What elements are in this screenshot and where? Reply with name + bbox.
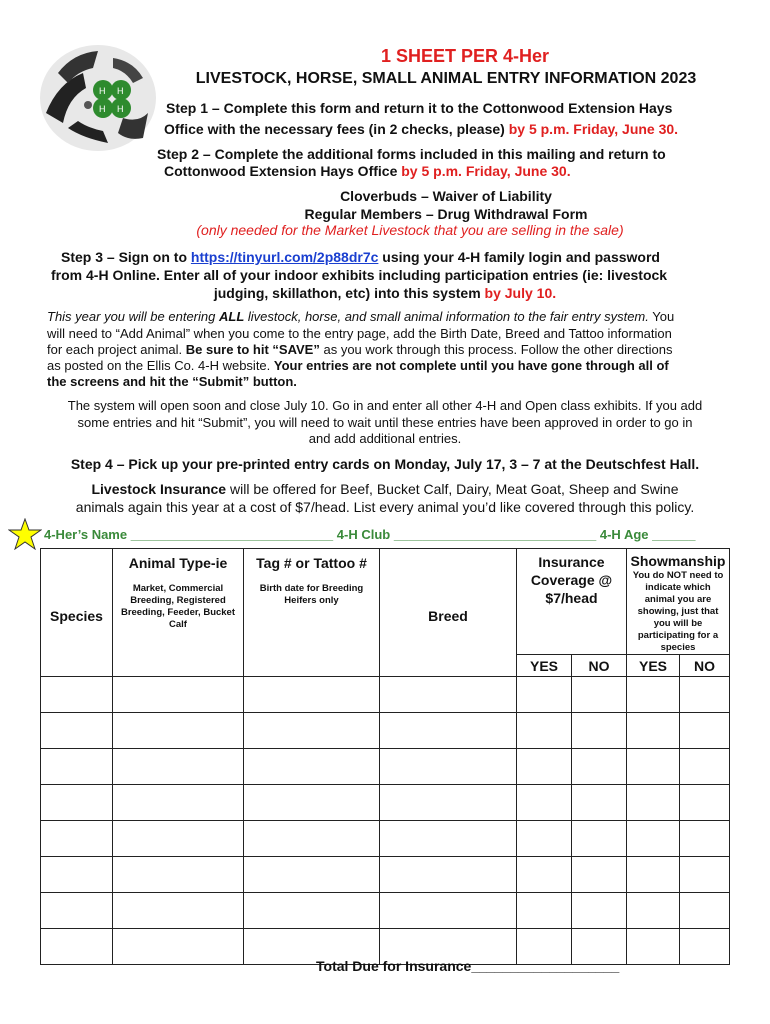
table-row[interactable]	[41, 821, 730, 857]
step3-line1: Step 3 – Sign on to https://tinyurl.com/2p88dr7c using your 4-H family login and password	[61, 249, 660, 265]
para2-line2: some entries and hit “Submit”, you will need to wait until these entries have been approved in order to go in	[77, 415, 693, 430]
para1-line4: as posted on the Ellis Co. 4-H website. Your entries are not complete until you have gone through all of	[47, 358, 669, 373]
step3-line2: from 4-H Online. Enter all of your indoor exhibits including participation entries (ie: livestock	[51, 267, 668, 283]
col-species: Species	[41, 549, 113, 677]
step4: Step 4 – Pick up your pre-printed entry cards on Monday, July 17, 3 – 7 at the Deutschfest Hall.	[70, 456, 700, 472]
para1-line2: will need to “Add Animal” when you come to the entry page, add the Birth Date, Breed and Tattoo information	[47, 326, 672, 341]
tinyurl-link[interactable]: https://tinyurl.com/2p88dr7c	[190, 249, 379, 265]
table-row[interactable]	[41, 893, 730, 929]
para1-line1: This year you will be entering ALL livestock, horse, and small animal information to the fair entry system. You	[47, 309, 675, 324]
step2-deadline: by 5 p.m. Friday, June 30.	[401, 163, 571, 179]
tag-note: Birth date for Breeding Heifers only	[259, 583, 364, 606]
para1-line3: for each project animal. Be sure to hit “SAVE” as you work through this process. Follow the other directions	[47, 342, 673, 357]
step2-form2: Regular Members – Drug Withdrawal Form	[304, 206, 588, 222]
step3-deadline: by July 10.	[484, 285, 557, 301]
para1-line5: the screens and hit the “Submit” button.	[47, 374, 297, 389]
step2-form1: Cloverbuds – Waiver of Liability	[340, 188, 552, 204]
table-row[interactable]	[41, 857, 730, 893]
table-row[interactable]	[41, 713, 730, 749]
step2-line1: Step 2 – Complete the additional forms included in this mailing and return to	[157, 146, 666, 162]
name-club-age-line[interactable]: 4-Her’s Name ____________________________ 4-H Club ____________________________ 4-H Age ______	[44, 527, 696, 542]
table-row[interactable]	[41, 785, 730, 821]
entry-table	[40, 548, 729, 940]
col-showmanship: Showmanship You do NOT need to indicate which animal you are showing, just that you will be participating for a species	[627, 549, 730, 655]
table-row[interactable]	[41, 677, 730, 713]
page-title: 1 SHEET PER 4-Her	[380, 46, 550, 66]
step2-note: (only needed for the Market Livestock that you are selling in the sale)	[196, 222, 624, 238]
showmanship-yes-header: YES	[627, 655, 680, 677]
4h-logo-icon	[38, 43, 158, 153]
total-due-insurance[interactable]: Total Due for Insurance___________________	[316, 958, 620, 974]
step1-line2: Office with the necessary fees (in 2 checks, please) by 5 p.m. Friday, June 30.	[164, 121, 679, 137]
para2-line1: The system will open soon and close July 10. Go in and enter all other 4-H and Open class exhibits. If you add	[67, 398, 703, 413]
col-breed: Breed	[380, 549, 517, 677]
col-insurance: Insurance Coverage @ $7/head	[517, 549, 627, 655]
step1-deadline: by 5 p.m. Friday, June 30.	[508, 121, 679, 137]
insurance-line2: animals again this year at a cost of $7/head. List every animal you’d like covered through this policy.	[75, 499, 695, 515]
insurance-line1: Livestock Insurance will be offered for Beef, Bucket Calf, Dairy, Meat Goat, Sheep and Swine	[91, 481, 679, 497]
showmanship-no-header: NO	[680, 655, 730, 677]
step1-line1: Step 1 – Complete this form and return it to the Cottonwood Extension Hays	[166, 100, 673, 116]
animal-type-note: Market, Commercial Breeding, Registered Breeding, Feeder, Bucket Calf	[120, 583, 236, 630]
svg-text:H: H	[117, 86, 124, 96]
insurance-no-header: NO	[572, 655, 627, 677]
col-tag: Tag # or Tattoo # Birth date for Breeding Heifers only	[244, 549, 380, 677]
step2-line2: Cottonwood Extension Hays Office by 5 p.m. Friday, June 30.	[164, 163, 571, 179]
svg-text:H: H	[99, 104, 106, 114]
svg-text:H: H	[117, 104, 124, 114]
insurance-yes-header: YES	[517, 655, 572, 677]
step3-line3: judging, skillathon, etc) into this system by July 10.	[213, 285, 557, 301]
svg-text:H: H	[99, 86, 106, 96]
col-animal-type: Animal Type-ie Market, Commercial Breeding, Registered Breeding, Feeder, Bucket Calf	[113, 549, 244, 677]
table-row[interactable]	[41, 749, 730, 785]
page-subtitle: LIVESTOCK, HORSE, SMALL ANIMAL ENTRY INFORMATION 2023	[195, 70, 697, 87]
showmanship-note: You do NOT need to indicate which animal you are showing, just that you will be participating for a species	[632, 570, 724, 653]
star-icon	[8, 518, 42, 550]
para2-line3: and add additional entries.	[308, 431, 462, 446]
